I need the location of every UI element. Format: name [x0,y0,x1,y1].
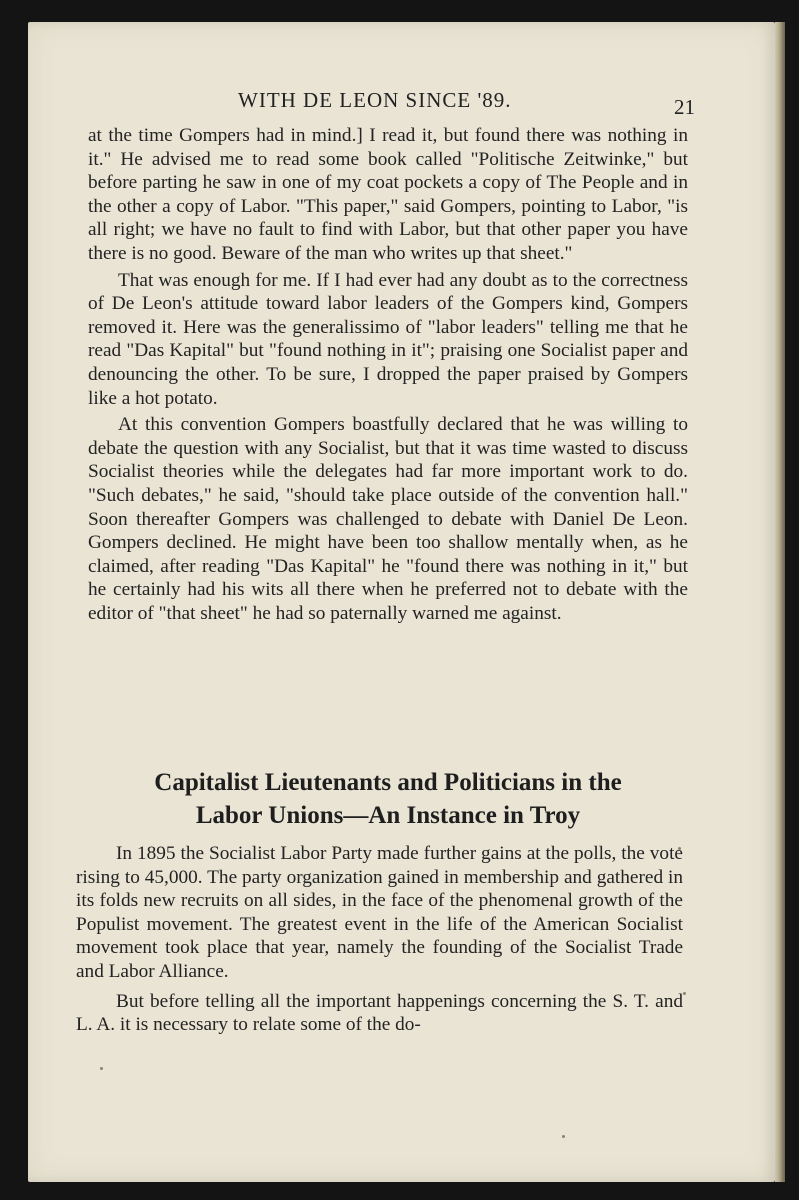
body-text [88,124,688,625]
running-header: WITH DE LEON SINCE '89. [238,88,512,112]
paragraph: At this convention Gompers boastfully declared that he was willing to debate the question with any Socialist, but that it was time wasted to discuss Socialist theories while the delegates had far more important work to do. "Such debates," he said, "should take place outside of the convention hall." Soon thereafter Gompers was challenged to debate with Daniel De Leon. Gompers declined. He might have been too shallow mentally when, as he claimed, after reading "Das Kapital" he "found there was nothing in it," but he certainly had his wits all there when he preferred not to debate with the editor of "that sheet" he had so paternally warned me against. [88,414,688,624]
paragraph: But before telling all the important happenings concerning the S. T. and L. A. it is necessary to relate some of the do- [76,990,683,1036]
paragraph: In 1895 the Socialist Labor Party made further gains at the polls, the vote rising to 45,000. The party organization gained in membership and gathered in its folds new recruits on all sides, in the face of the phenomenal growth of the Populist movement. The greatest event in the life of the American Socialist movement took place that year, namely the founding of the Socialist Trade and Labor Alliance. [76,843,683,982]
section-text [76,842,683,1037]
paragraph: That was enough for me. If I had ever had any doubt as to the correctness of De Leon's attitude toward labor leaders of the Gompers kind, Gompers removed it. Here was the generalissimo of "labor leaders" telling me that he read "Das Kapital" but "found nothing in it"; praising one Socialist paper and denouncing the other. To be sure, I dropped the paper praised by Gompers like a hot potato. [88,269,688,409]
paper-speck [100,1067,103,1070]
page-edge [775,22,785,1182]
page-number: 21 [674,95,695,119]
section-heading [108,766,668,832]
paper-speck [683,992,686,995]
paragraph: at the time Gompers had in mind.] I read it, but found there was nothing in it." He advised me to read some book called "Politische Zeitwinke," but before parting he saw in one of my coat pockets a copy of The People and in the other a copy of Labor. "This paper," said Gompers, pointing to Labor, "is all right; we have no fault to find with Labor, but that other paper you have there is no good. Beware of the man who writes up that sheet." [88,125,688,264]
paper-speck [562,1135,565,1138]
section-heading-line: Capitalist Lieutenants and Politicians in the [154,769,622,796]
section-heading-line: Labor Unions—An Instance in Troy [195,802,581,829]
